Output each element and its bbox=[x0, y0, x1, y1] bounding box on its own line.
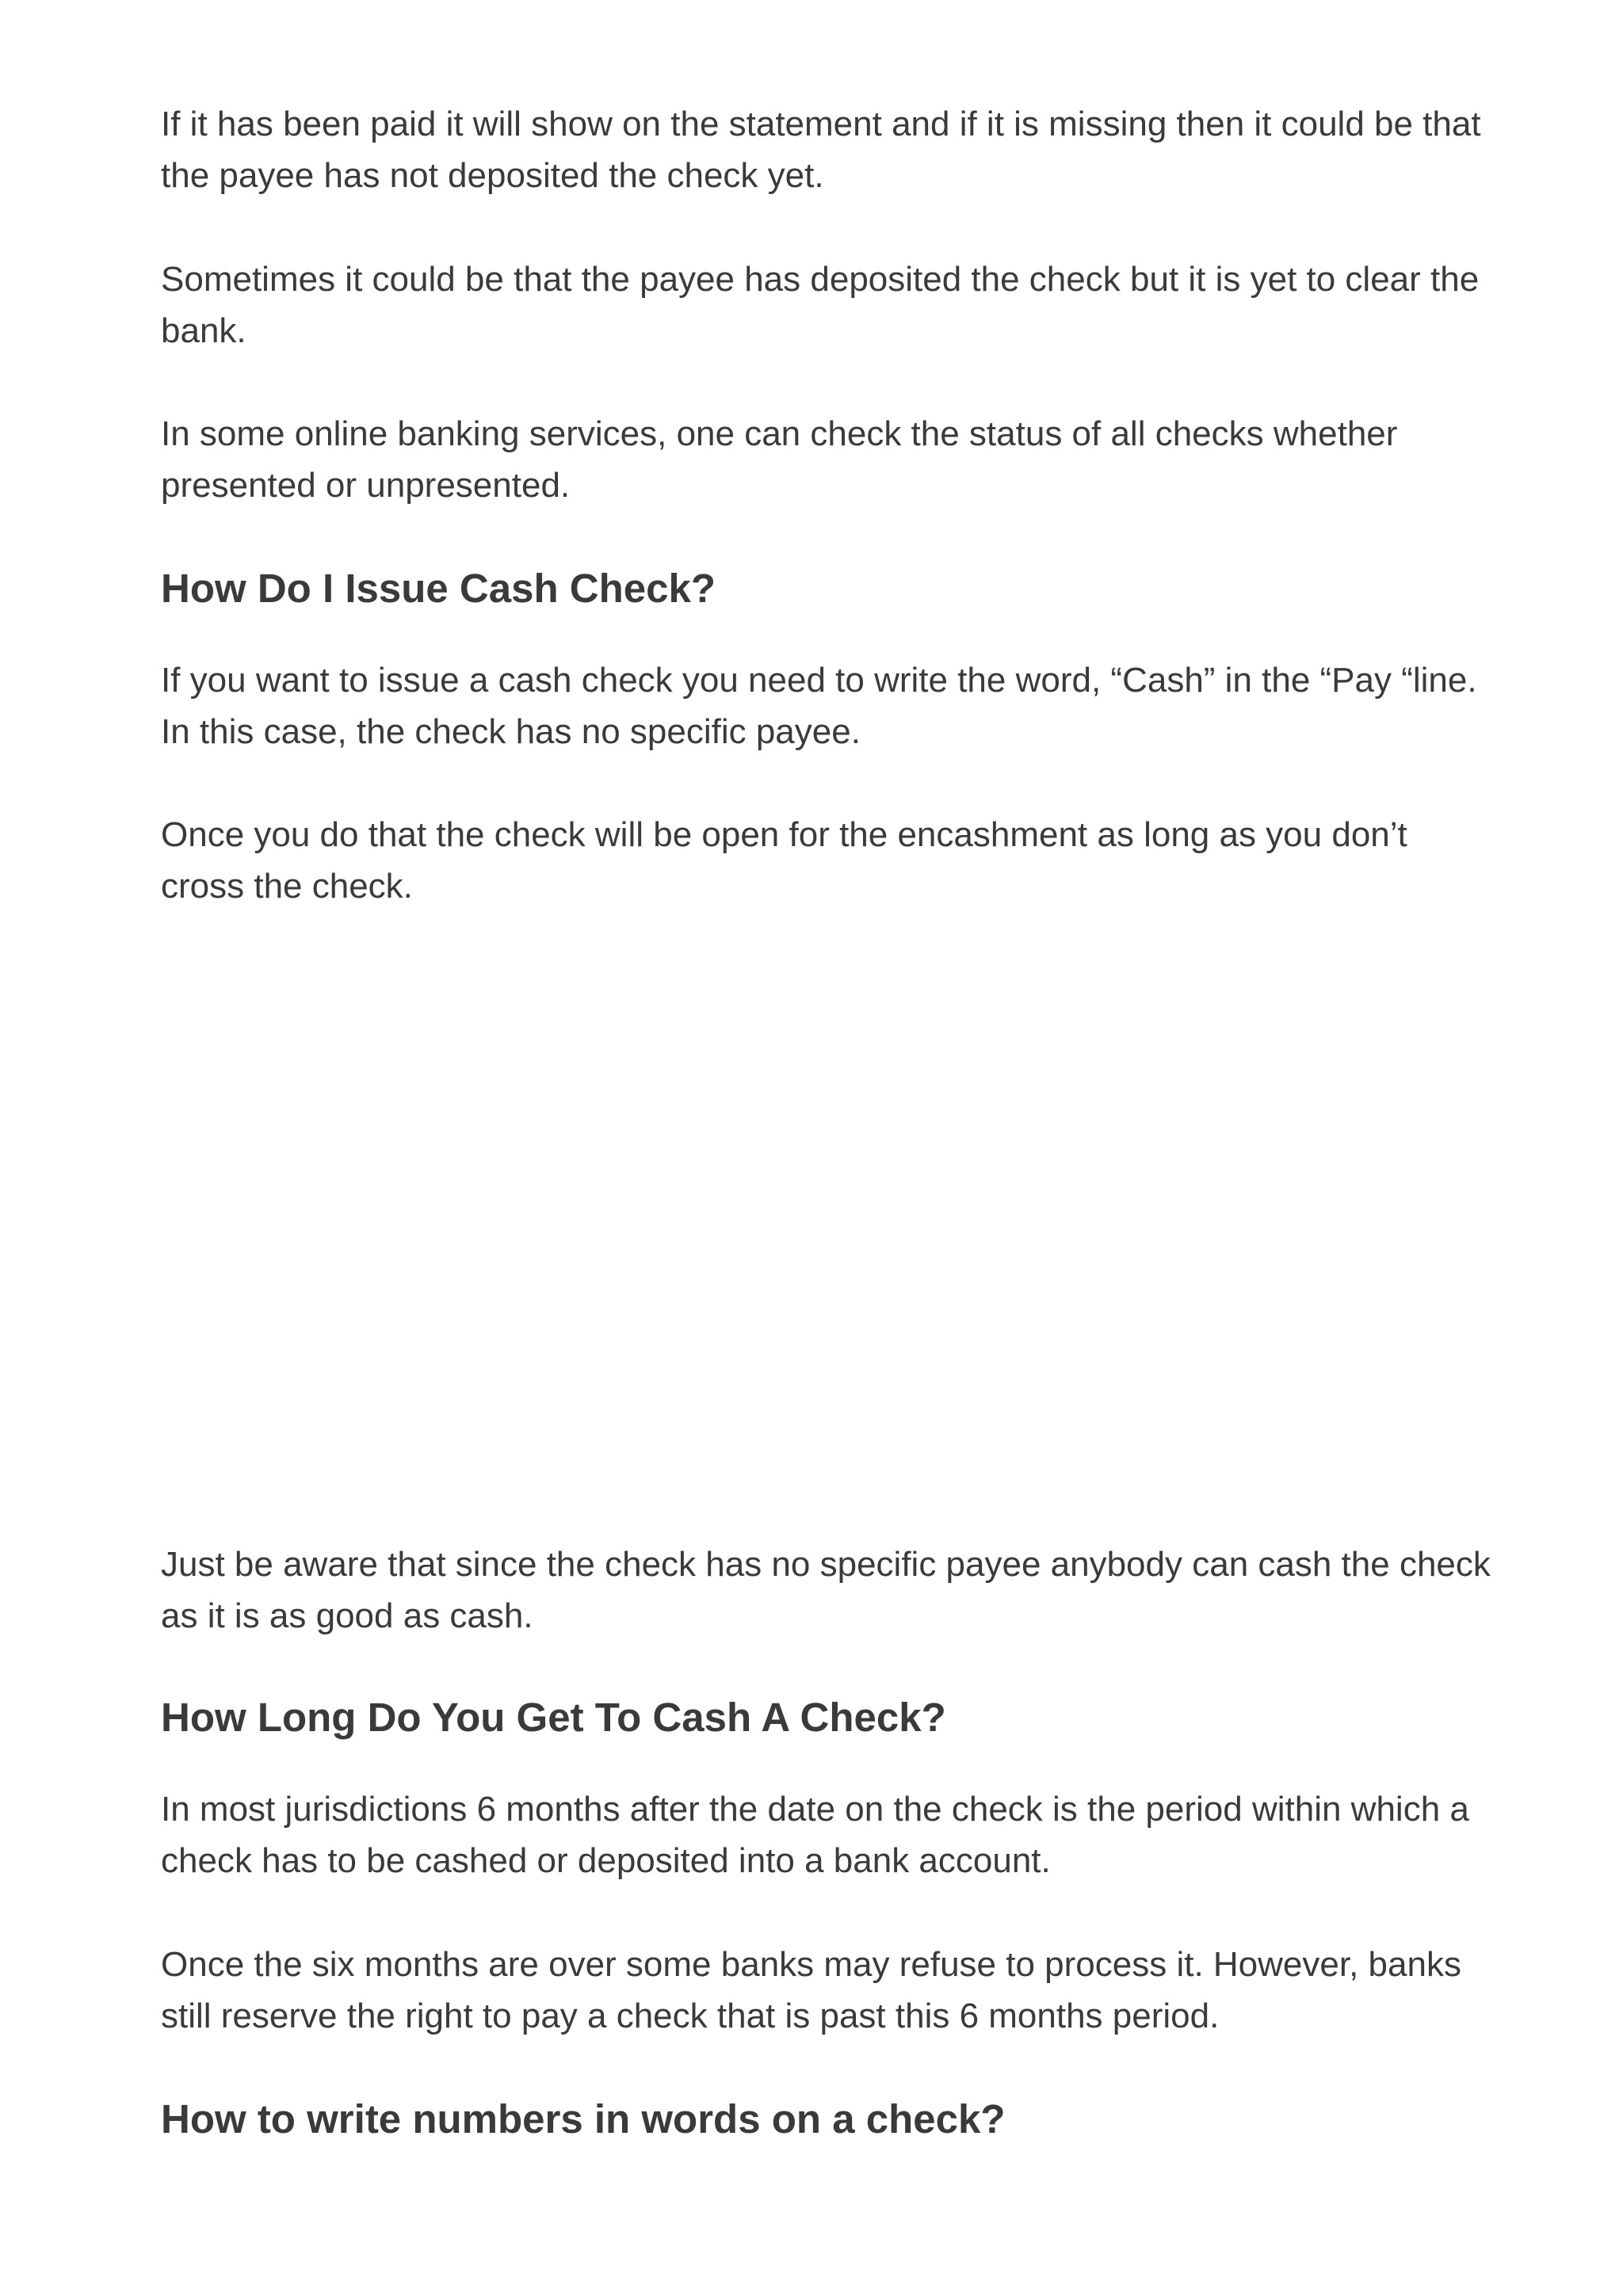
paragraph-write-cash: If you want to issue a cash check you need to write the word, “Cash” in the “Pay “line. In this case, the check has no specific payee. bbox=[161, 661, 1477, 751]
heading-issue-cash-check: How Do I Issue Cash Check? bbox=[161, 566, 716, 611]
paragraph-anybody-can-cash: Just be aware that since the check has no specific payee anybody can cash the check as it is as good as cash. bbox=[161, 1545, 1491, 1635]
paragraph-banks-may-refuse: Once the six months are over some banks may refuse to process it. However, banks still reserve the right to pay a check that is past this 6 months period. bbox=[161, 1945, 1461, 2035]
paragraph-open-encashment: Once you do that the check will be open for the encashment as long as you don’t cross the check. bbox=[161, 815, 1407, 906]
heading-write-numbers-words: How to write numbers in words on a check? bbox=[161, 2096, 1006, 2142]
paragraph-six-month-period: In most jurisdictions 6 months after the date on the check is the period within which a check has to be cashed or deposited into a bank account. bbox=[161, 1790, 1469, 1880]
heading-how-long-cash-check: How Long Do You Get To Cash A Check? bbox=[161, 1695, 946, 1740]
paragraph-online-banking-status: In some online banking services, one can check the status of all checks whether presented or unpresented. bbox=[161, 414, 1398, 505]
paragraph-payment-status: If it has been paid it will show on the statement and if it is missing then it could be that the payee has not deposited the check yet. bbox=[161, 105, 1481, 195]
blank-content-area bbox=[161, 919, 1492, 1521]
paragraph-deposited-not-cleared: Sometimes it could be that the payee has deposited the check but it is yet to clear the bank. bbox=[161, 260, 1480, 350]
